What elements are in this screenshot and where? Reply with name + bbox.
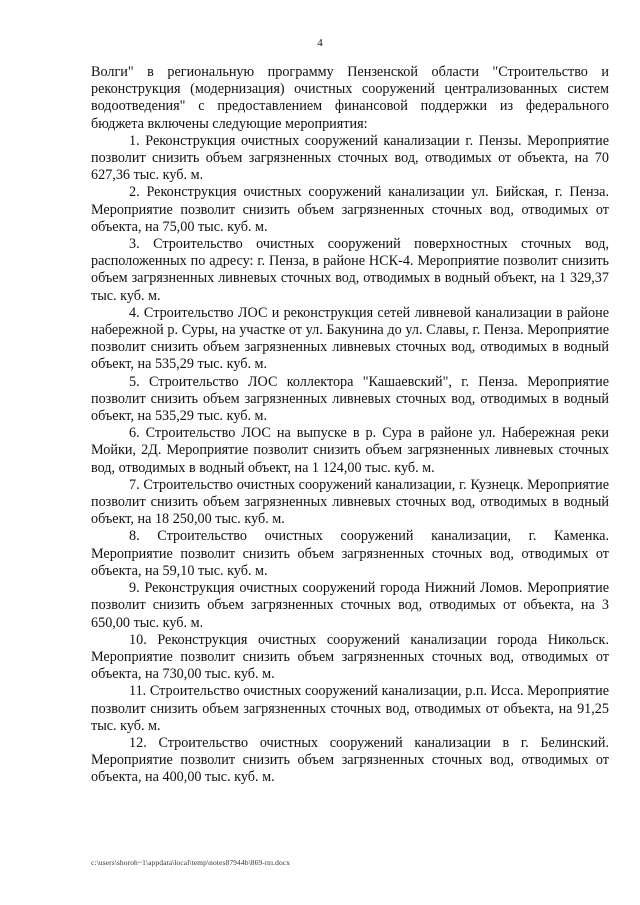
- list-item: 10. Реконструкция очистных сооружений канализации города Никольск. Мероприятие позволит снизить объем загрязненных сточных вод, отводимых от объекта, на 730,00 тыс. куб. м.: [91, 631, 609, 683]
- list-item: 4. Строительство ЛОС и реконструкция сетей ливневой канализации в районе набережной р. Суры, на участке от ул. Бакунина до ул. Славы, г. Пенза. Мероприятие позволит снизить объем загрязненных ливневых сточных вод, отводимых в водный объект, на 535,29 тыс. куб. м.: [91, 304, 609, 373]
- list-item: 5. Строительство ЛОС коллектора "Кашаевский", г. Пенза. Мероприятие позволит снизить объем загрязненных ливневых сточных вод, отводимых в водный объект, на 535,29 тыс. куб. м.: [91, 373, 609, 425]
- list-item: 8. Строительство очистных сооружений канализации, г. Каменка. Мероприятие позволит снизить объем загрязненных сточных вод, отводимых от объекта, на 59,10 тыс. куб. м.: [91, 528, 609, 579]
- footer-file-path: c:\users\shoroh~1\appdata\local\temp\notes87944b\869-пп.docx: [91, 858, 291, 867]
- page-number: 4: [317, 37, 323, 49]
- document-body: [91, 64, 609, 787]
- list-item: 9. Реконструкция очистных сооружений города Нижний Ломов. Мероприятие позволит снизить объем загрязненных сточных вод, отводимых от объекта, на 3 650,00 тыс. куб. м.: [91, 580, 609, 631]
- list-item: 11. Строительство очистных сооружений канализации, р.п. Исса. Мероприятие позволит снизить объем загрязненных сточных вод, отводимых от объекта, на 91,25 тыс. куб. м.: [91, 683, 609, 734]
- list-item: 12. Строительство очистных сооружений канализации в г. Белинский. Мероприятие позволит снизить объем загрязненных сточных вод, отводимых от объекта, на 400,00 тыс. куб. м.: [91, 734, 609, 786]
- list-item: 7. Строительство очистных сооружений канализации, г. Кузнецк. Мероприятие позволит снизить объем загрязненных ливневых сточных вод, отводимых в водный объект, на 18 250,00 тыс. куб. м.: [91, 476, 609, 528]
- list-item: 6. Строительство ЛОС на выпуске в р. Сура в районе ул. Набережная реки Мойки, 2Д. Мероприятие позволит снизить объем загрязненных ливневых сточных вод, отводимых в водный объект, на 1 124,00 тыс. куб. м.: [91, 425, 609, 476]
- list-item: 1. Реконструкция очистных сооружений канализации г. Пензы. Мероприятие позволит снизить объем загрязненных сточных вод, отводимых от объекта, на 70 627,36 тыс. куб. м.: [91, 132, 609, 184]
- list-item: 3. Строительство очистных сооружений поверхностных сточных вод, расположенных по адресу: г. Пенза, в районе НСК-4. Мероприятие позволит снизить объем загрязненных ливневых сточных вод, отводимых в водный объект, на 1 329,37 тыс. куб. м.: [91, 236, 609, 304]
- list-item: 2. Реконструкция очистных сооружений канализации ул. Бийская, г. Пенза. Мероприятие позволит снизить объем загрязненных сточных вод, отводимых от объекта, на 75,00 тыс. куб. м.: [91, 184, 609, 235]
- intro-paragraph: Волги" в региональную программу Пензенской области "Строительство и реконструкция (модернизация) очистных сооружений централизованных систем водоотведения" с предоставлением финансовой поддержки из федерального бюджета включены следующие мероприятия:: [91, 64, 609, 132]
